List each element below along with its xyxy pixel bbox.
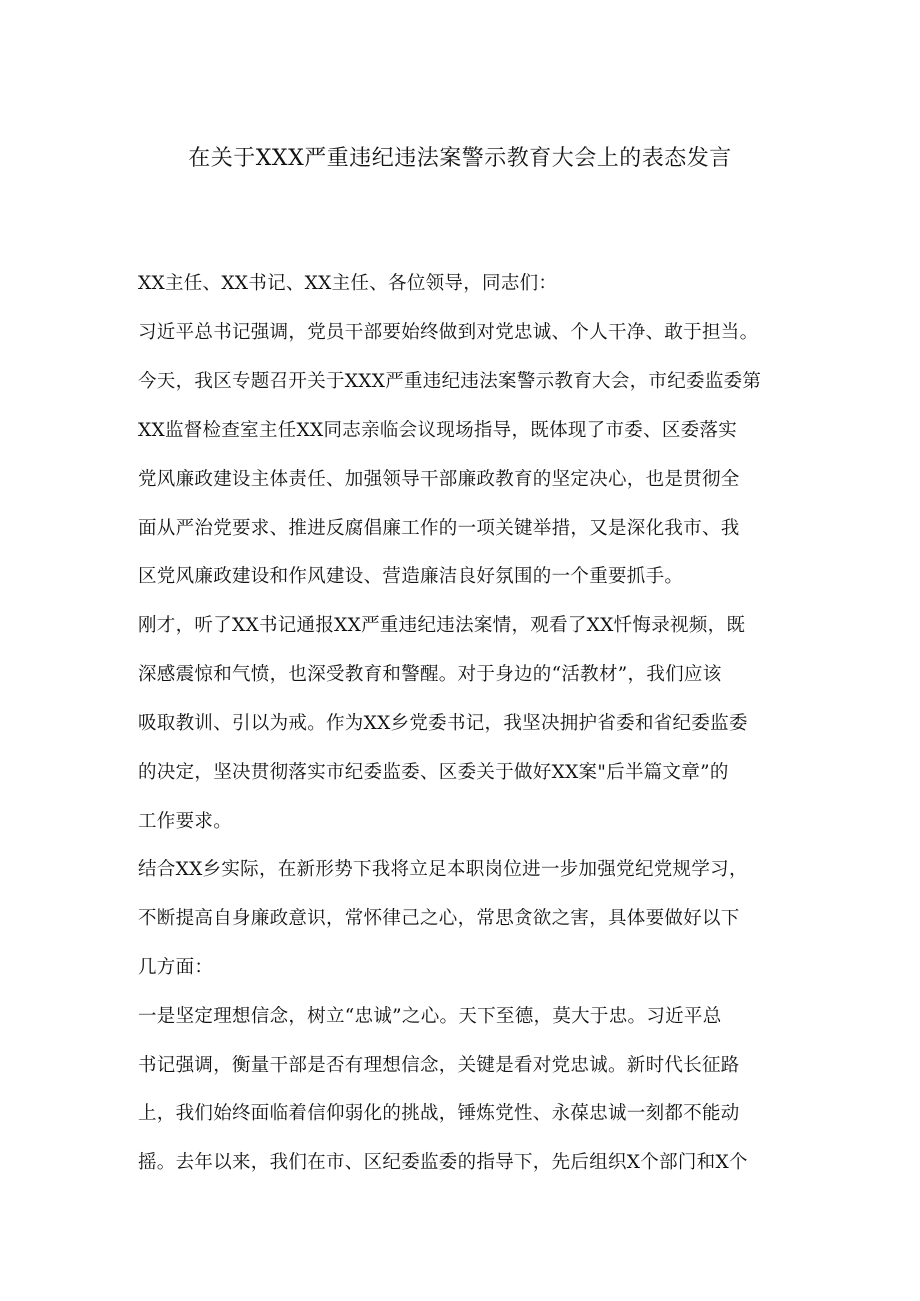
paragraph-line: 工作要求。 — [138, 811, 233, 832]
paragraph-line: 深感震惊和气愤，也深受教育和警醒。对于身边的“活教材”，我们应该 — [138, 664, 722, 685]
paragraph-line: 习近平总书记强调，党员干部要始终做到对党忠诚、个人干净、敢于担当。 — [138, 322, 759, 343]
paragraph-line: 上，我们始终面临着信仰弱化的挑战，锤炼党性、永葆忠诚一刻都不能动 — [138, 1103, 740, 1124]
paragraph-line: 几方面： — [138, 957, 214, 978]
paragraph-line: 书记强调，衡量干部是否有理想信念，关键是看对党忠诚。新时代长征路 — [138, 1055, 740, 1076]
paragraph-line: 党风廉政建设主体责任、加强领导干部廉政教育的坚定决心，也是贯彻全 — [138, 469, 740, 490]
paragraph-line: 不断提高自身廉政意识，常怀律己之心，常思贪欲之害，具体要做好以下 — [138, 908, 740, 929]
paragraph-line: 结合XX乡实际，在新形势下我将立足本职岗位进一步加强党纪党规学习， — [138, 859, 748, 880]
paragraph-line: 一是坚定理想信念，树立“忠诚”之心。天下至德，莫大于忠。习近平总 — [138, 1006, 722, 1027]
document-title: 在关于XXX严重违纪违法案警示教育大会上的表态发言 — [188, 146, 732, 171]
paragraph-line: XX监督检查室主任XX同志亲临会议现场指导，既体现了市委、区委落实 — [138, 420, 738, 441]
paragraph-line: 面从严治党要求、推进反腐倡廉工作的一项关键举措，又是深化我市、我 — [138, 518, 740, 539]
paragraph-line: 摇。去年以来，我们在市、区纪委监委的指导下，先后组织X个部门和X个 — [138, 1152, 748, 1173]
paragraph-line: 今天，我区专题召开关于XXX严重违纪违法案警示教育大会，市纪委监委第 — [138, 371, 762, 392]
salutation-line: XX主任、XX书记、XX主任、各位领导，同志们： — [138, 273, 558, 294]
paragraph-line: 区党风廉政建设和作风建设、营造廉洁良好氛围的一个重要抓手。 — [138, 566, 684, 587]
paragraph-line: 的决定，坚决贯彻落实市纪委监委、区委关于做好XX案"后半篇文章”的 — [138, 762, 729, 783]
paragraph-line: 吸取教训、引以为戒。作为XX乡党委书记，我坚决拥护省委和省纪委监委 — [138, 713, 748, 734]
paragraph-line: 刚才，听了XX书记通报XX严重违纪违法案情，观看了XX忏悔录视频，既 — [138, 615, 746, 636]
